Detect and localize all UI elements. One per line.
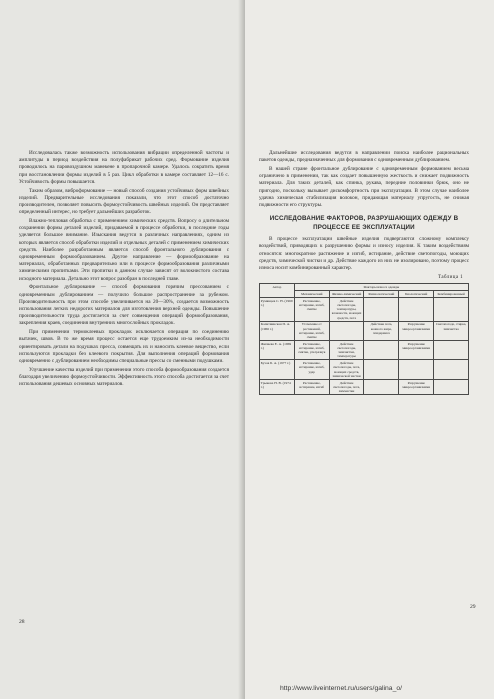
paragraph: При применении термоклеевых прокладок исключается операция по соединению вытачек, швов. В то же время процесс остается еще трудоемким из-за необходимости ориентировать детали на подушках пресса, совмещать их и наносить клеевое вещество, если используются прокладки без клеевого покрытия. Для выполнения операций формования одновременно с дублированием необходимы специальные прессы со сменными подушками. <box>19 329 229 365</box>
table-cell: Разрушение микроорганизмами <box>399 321 434 340</box>
table-row <box>260 298 469 322</box>
table-cell: Светопогода, стирка, химчистка <box>434 321 469 340</box>
table-cell: Трыкова Н. В. (1974 г.) <box>260 379 295 394</box>
table-group-header: Факторы износа одежды <box>294 284 468 291</box>
table-header: Комбинированный <box>434 291 469 298</box>
table-cell: Растяжение, истирание, изгиб <box>294 379 329 394</box>
table-cell: Действие светопогоды, химчистки, температуры <box>329 341 364 360</box>
table-cell <box>364 341 399 360</box>
paragraph: В процессе эксплуатации швейные изделия подвергаются сложному комплексу воздействий, приводящих к разрушению формы и износу изделия. К таким воздействиям относятся: многократное растяжение и изгиб, истирание, действие светопогоды, моющих средств, химической чистки и др. Действие каждого из них не изолировано, поэтому процесс износа носит комбинированный характер. <box>259 236 469 272</box>
table-cell: Действие светопогоды, пота, моющих средств, химической чистки <box>329 360 364 379</box>
table-label: Таблица 1 <box>438 275 463 281</box>
table-cell <box>364 379 399 394</box>
paragraph: Фронтальное дублирование — способ формования горячим прессованием с одновременным дублированием — получило большое распространение за рубежом. Производительность при этом способе увеличивается на 20—30%, создается возможность использования легких недорогих материалов для изготовления верхней одежды. Повышение производительности труда достигается за счет совмещения операций формообразования, закрепления краев, соединения внутренних многослойных прокладок. <box>19 284 229 327</box>
table-cell: Растяжение, истирание, изгиб, удар <box>294 360 329 379</box>
table-cell: Разрушение микроорганизмами <box>399 341 434 360</box>
paragraph: Исследовалась также возможность использования вибрации определенной частоты и амплитуды в период воздействия на полуфабрикат рабочих сред. Формование изделия проводилось на паровоздушном манекене в пропарочной камере. Удалось сократить время при восстановлении формы изделий в 5 раз. Цикл обработки в камере составляет 12—16 с. Устойчивость формы повышается. <box>19 150 229 185</box>
table-header: Физико-химический <box>329 291 364 298</box>
table-cell: Жиляева Е. А. (1969 г.) <box>260 341 295 360</box>
table-cell <box>434 341 469 360</box>
table-cell: Разрушение микроорганизмами <box>399 379 434 394</box>
section-title: ИССЛЕДОВАНИЕ ФАКТОРОВ, РАЗРУШАЮЩИХ ОДЕЖДУ В ПРОЦЕССЕ ЕЕ ЭКСПЛУАТАЦИИ <box>269 215 459 231</box>
table-cell: Румянцев С. Н. (1969 г.) <box>260 298 295 322</box>
table-cell: Действие светопогоды, температуры, влажности, моющих средств, пота <box>329 298 364 322</box>
paragraph: Влажно-тепловая обработка с применением химических средств. Вопросу о длительном сохранении формы деталей изделий, придаваемой в процессе обработки, в последние годы уделяется большое внимание. Изыскания ведутся в различных направлениях, одним из которых является способ обработки изделий и отдельных деталей с применением химических средств. Наиболее разработанным является способ фронтального дублирования с одновременным формообразованием. Другое направление — формообразование на материалах, обработанных предварительно или в процессе формообразования различными химическими пропитками. Эти пропитки в данном случае зависят от волокнистого состава исходного материала. Детально этот вопрос разобран в последней главе. <box>19 218 229 282</box>
paragraph: Таким образом, виброформование — новый способ создания устойчивых форм швейных изделий. Предварительные исследования показали, что этот способ достаточно производителен, позволяет повысить формоустойчивость швейных изделий. Он представляет определенный интерес, но требует дальнейших разработок. <box>19 187 229 216</box>
table-cell: Бузов Б. А. (1977 г.) <box>260 360 295 379</box>
right-page <box>245 0 494 699</box>
right-text-column <box>259 150 469 395</box>
table-cell <box>329 321 364 340</box>
table-header-author: Автор <box>260 284 295 298</box>
table-cell <box>399 360 434 379</box>
table-cell: Растяжение, истирание, изгиб, смятие, ультразвук <box>294 341 329 360</box>
left-text-column <box>19 150 229 390</box>
table-cell: Калитвинская П. А. (1966 г.) <box>260 321 295 340</box>
table-cell <box>434 379 469 394</box>
table-cell <box>364 298 399 322</box>
table-row <box>260 321 469 340</box>
paragraph: В нашей стране фронтальное дублирование с одновременным формованием весьма ограничено в применении, так как создает повышенную жесткость и снижает подвижность материала. Для таких деталей, как спинка, рукава, передние половинки брюк, оно не пригодно, поскольку вызывает дискомфортность при эксплуатации. В этом случае наиболее удачна химическая стабилизация волокон, придающая материалу упругость, не снижая подвижности его структуры. <box>259 166 469 209</box>
watermark-url: http://www.liveinternet.ru/users/galina_o/ <box>280 685 403 692</box>
table-cell: Действие пота, кожного жира, эпидермиса <box>364 321 399 340</box>
table-cell: Утомление от растяжений, истирание, изгиб, смятие <box>294 321 329 340</box>
page-number-right: 29 <box>470 604 476 610</box>
table-cell <box>434 298 469 322</box>
page-number-left: 28 <box>19 619 25 625</box>
table-header: Физиологический <box>364 291 399 298</box>
table-row <box>260 360 469 379</box>
paragraph: Дальнейшие исследования ведутся в направлении поиска наиболее рациональных пакетов одежды, предназначенных для формования с одновременным дублированием. <box>259 150 469 164</box>
table-row <box>260 341 469 360</box>
table-row <box>260 379 469 394</box>
paragraph: Улучшение качества изделий при применении этого способа формообразования создается благодаря увеличению формоустойчивости. Эффективность этого способа достигается за счет использования дешевых основных материалов. <box>19 366 229 388</box>
table-cell: Действие светопогоды, пота, химчистки <box>329 379 364 394</box>
table-cell <box>434 360 469 379</box>
table-cell: Растяжение, истирание, изгиб, смятие <box>294 298 329 322</box>
table-cell <box>399 298 434 322</box>
table-header: Биологический <box>399 291 434 298</box>
table-cell <box>364 360 399 379</box>
table-header: Механический <box>294 291 329 298</box>
factors-table <box>259 283 469 395</box>
left-page <box>0 0 245 699</box>
